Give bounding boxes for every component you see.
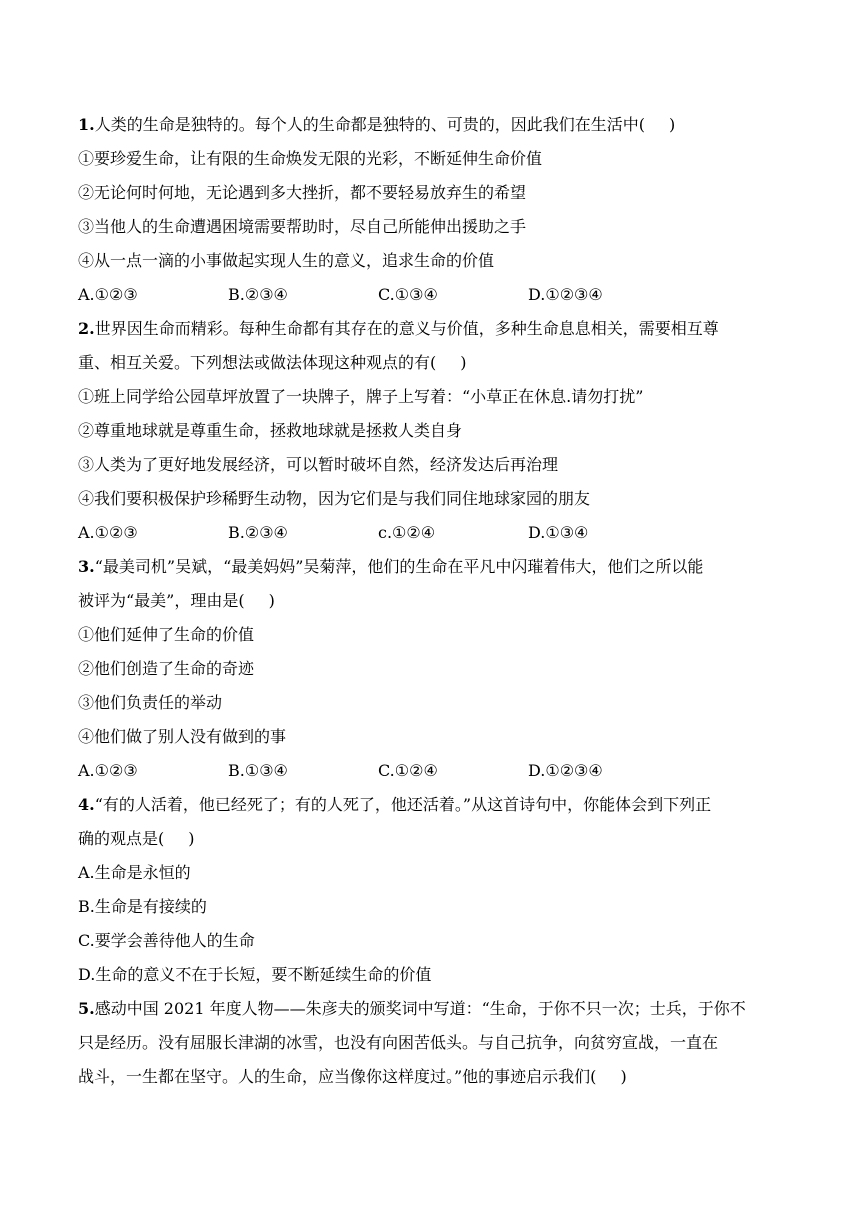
question-number: 2. [78,319,95,338]
question-2 [78,312,798,550]
option-d[interactable]: D.生命的意义不在于长短，要不断延续生命的价值 [78,965,432,984]
option-a[interactable]: A.①②③ [78,285,138,304]
statement-item: ③当他人的生命遭遇困境需要帮助时，尽自己所能伸出援助之手 [78,217,527,236]
answer-options [78,516,798,550]
stem-text: 确的观点是( [78,829,165,848]
question-sheet [78,108,798,1094]
stem-text: “有的人活着，他已经死了；有的人死了，他还活着。”从这首诗句中，你能体会到下列正 [94,795,712,814]
stem-text: “最美司机”吴斌，“最美妈妈”吴菊萍，他们的生命在平凡中闪璀着伟大，他们之所以能 [94,557,704,576]
option-a[interactable]: A.①②③ [78,523,138,542]
statement-item: ④我们要积极保护珍稀野生动物，因为它们是与我们同住地球家园的朋友 [78,489,591,508]
question-number: 3. [78,557,95,576]
option-c[interactable]: C.①③④ [378,285,438,304]
question-3 [78,550,798,788]
stem-text: 被评为“最美”，理由是( [78,591,245,610]
question-stem-continued [78,346,798,380]
statement-item: ①他们延伸了生命的价值 [78,625,255,644]
statement-item: ②他们创造了生命的奇迹 [78,659,255,678]
question-stem [78,992,798,1026]
option-b[interactable]: B.生命是有接续的 [78,897,207,916]
statement-item: ①班上同学给公园草坪放置了一块牌子，牌子上写着：“小草正在休息.请勿打扰” [78,387,644,406]
option-d[interactable]: D.①②③④ [528,761,603,780]
question-5 [78,992,798,1094]
question-1 [78,108,798,312]
option-a[interactable]: A.生命是永恒的 [78,863,191,882]
question-number: 4. [78,795,95,814]
option-d[interactable]: D.①②③④ [528,285,603,304]
statement-item: ①要珍爱生命，让有限的生命焕发无限的光彩，不断延伸生命价值 [78,149,543,168]
stem-text: 世界因生命而精彩。每种生命都有其存在的意义与价值，多种生命息息相关，需要相互尊 [94,319,719,338]
question-stem [78,108,798,142]
option-c[interactable]: C.①②④ [378,761,438,780]
question-number: 5. [78,999,95,1018]
statement-item: ④他们做了别人没有做到的事 [78,727,287,746]
option-a[interactable]: A.①②③ [78,761,138,780]
answer-options [78,278,798,312]
question-4 [78,788,798,992]
stem-close: ) [188,829,195,848]
question-number: 1. [78,115,95,134]
stem-text: 重、相互关爱。下列想法或做法体现这种观点的有( [78,353,437,372]
statement-item: ②无论何时何地，无论遇到多大挫折，都不要轻易放弃生的希望 [78,183,527,202]
option-c[interactable]: C.要学会善待他人的生命 [78,931,255,950]
option-c[interactable]: c.①②④ [378,523,436,542]
option-b[interactable]: B.②③④ [228,285,288,304]
statement-item: ②尊重地球就是尊重生命，拯救地球就是拯救人类自身 [78,421,463,440]
stem-text: 感动中国 2021 年度人物——朱彦夫的颁奖词中写道：“生命，于你不只一次；士兵，于你不 [94,999,746,1018]
stem-close: ) [668,115,676,134]
option-b[interactable]: B.②③④ [228,523,288,542]
question-stem-continued [78,1060,798,1094]
question-stem [78,550,798,584]
stem-text: 战斗，一生都在坚守。人的生命，应当像你这样度过。”他的事迹启示我们( [78,1067,597,1086]
question-stem-continued [78,822,798,856]
stem-close: ) [268,591,275,610]
answer-options [78,754,798,788]
stem-close: ) [620,1067,627,1086]
statement-item: ④从一点一滴的小事做起实现人生的意义，追求生命的价值 [78,251,495,270]
stem-close: ) [460,353,467,372]
question-stem [78,788,798,822]
option-d[interactable]: D.①③④ [528,523,589,542]
statement-item: ③他们负责任的举动 [78,693,223,712]
statement-item: ③人类为了更好地发展经济，可以暂时破坏自然，经济发达后再治理 [78,455,559,474]
stem-text: 人类的生命是独特的。每个人的生命都是独特的、可贵的，因此我们在生活中( [94,115,645,134]
question-stem-continued [78,584,798,618]
question-stem [78,312,798,346]
option-b[interactable]: B.①③④ [228,761,288,780]
question-stem-continued: 只是经历。没有屈服长津湖的冰雪，也没有向困苦低头。与自己抗争，向贫穷宣战，一直在 [78,1033,719,1052]
